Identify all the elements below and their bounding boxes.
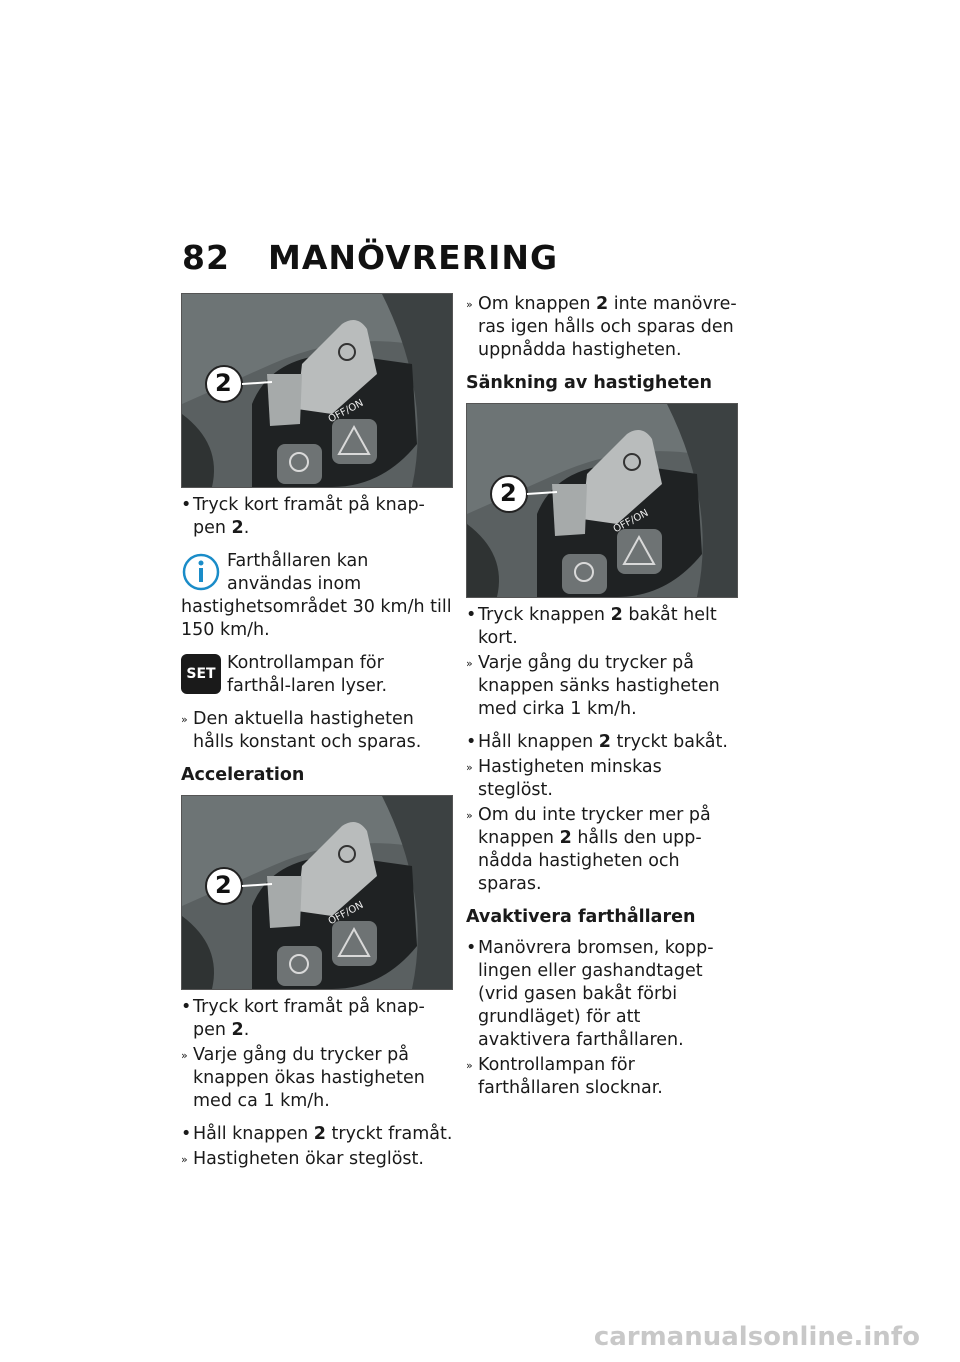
step-text: Håll knappen [193, 1124, 314, 1144]
switch-label: OFF/ON [326, 899, 366, 928]
bullet-marker: • [181, 495, 192, 515]
result-marker: » [466, 761, 473, 774]
step-text: Manövrera bromsen, kopp-lingen eller gashandtaget (vrid gasen bakåt förbi grundläget) för att avaktivera farthållaren. [478, 938, 714, 1050]
button-ref: 2 [595, 294, 609, 314]
instruction-step [181, 494, 453, 540]
result-item [466, 756, 738, 802]
result-text-end: inte manövre-ras igen hålls och sparas den uppnådda hastigheten. [478, 294, 737, 360]
switch-label: OFF/ON [611, 507, 651, 536]
switch-label: OFF/ON [326, 397, 366, 426]
result-marker: » [466, 657, 473, 670]
photo-callout: 2 [215, 871, 232, 899]
result-text: Om du inte trycker mer på knappen [478, 805, 711, 848]
page-header [182, 238, 558, 277]
button-ref: 2 [598, 732, 611, 752]
button-ref: 2 [231, 1020, 244, 1040]
result-marker: » [181, 713, 188, 726]
result-marker: » [181, 1049, 188, 1062]
result-text: Varje gång du trycker på knappen ökas hastigheten med ca 1 km/h. [193, 1045, 425, 1111]
result-marker: » [181, 1153, 188, 1166]
result-marker: » [466, 1059, 473, 1072]
button-ref: 2 [313, 1124, 326, 1144]
left-column [181, 293, 453, 1173]
step-text: Håll knappen [478, 732, 599, 752]
result-text-end: hålls den upp-nådda hastigheten och sparas. [478, 828, 702, 894]
watermark: carmanualsonline.info [593, 1322, 920, 1352]
bullet-marker: • [181, 997, 192, 1017]
result-item [181, 1148, 453, 1171]
acceleration-photo [181, 795, 453, 990]
bullet-marker: • [466, 732, 477, 752]
indicator-note [181, 652, 453, 698]
result-item [181, 1044, 453, 1113]
result-marker: » [466, 809, 473, 822]
section-heading-acceleration: Acceleration [181, 765, 305, 785]
result-marker: » [466, 298, 473, 311]
step-text: Tryck kort framåt på knap-pen [193, 495, 425, 538]
result-item [466, 652, 738, 721]
info-note-text: Farthållaren kan användas inom hastighetsområdet 30 km/h till 150 km/h. [181, 551, 452, 640]
result-text: Varje gång du trycker på knappen sänks hastigheten med cirka 1 km/h. [478, 653, 720, 719]
step-end: tryckt framåt. [325, 1124, 453, 1144]
step-end: bakåt helt kort. [478, 605, 717, 648]
result-text: Om knappen [478, 294, 596, 314]
step-text: Tryck knappen [478, 605, 611, 625]
section-heading-deceleration: Sänkning av hastigheten [466, 373, 712, 393]
button-ref: 2 [231, 518, 244, 538]
right-column [466, 293, 738, 1102]
result-item [466, 293, 738, 362]
indicator-note-text: Kontrollampan för farthål-laren lyser. [227, 653, 388, 696]
photo-callout: 2 [500, 479, 517, 507]
result-item [466, 1054, 738, 1100]
result-text: Den aktuella hastigheten hålls konstant och sparas. [193, 709, 422, 752]
bullet-marker: • [181, 1124, 192, 1144]
bullet-marker: • [466, 605, 477, 625]
result-text: Hastigheten ökar steglöst. [193, 1149, 424, 1169]
set-indicator-icon: SET [181, 654, 221, 694]
info-note [181, 550, 453, 642]
result-item [466, 804, 738, 896]
page-title: MANÖVRERING [268, 238, 559, 277]
result-text: Hastigheten minskas steglöst. [478, 757, 662, 800]
result-text: Kontrollampan för farthållaren slocknar. [478, 1055, 663, 1098]
instruction-step [181, 1123, 453, 1146]
step-end: tryckt bakåt. [610, 732, 728, 752]
step-text: Tryck kort framåt på knap-pen [193, 997, 425, 1040]
button-ref: 2 [610, 605, 623, 625]
page-number: 82 [182, 238, 230, 277]
button-ref: 2 [559, 828, 572, 848]
instruction-step [466, 604, 738, 650]
instruction-step [466, 731, 738, 754]
step-end: . [243, 518, 250, 538]
section-heading-deactivate: Avaktivera farthållaren [466, 907, 696, 927]
step-end: . [243, 1020, 250, 1040]
instruction-step [466, 937, 738, 1052]
deceleration-photo [466, 403, 738, 598]
instruction-step [181, 996, 453, 1042]
photo-callout: 2 [215, 369, 232, 397]
cruise-control-photo [181, 293, 453, 488]
result-item [181, 708, 453, 754]
info-icon [181, 552, 221, 592]
bullet-marker: • [466, 938, 477, 958]
